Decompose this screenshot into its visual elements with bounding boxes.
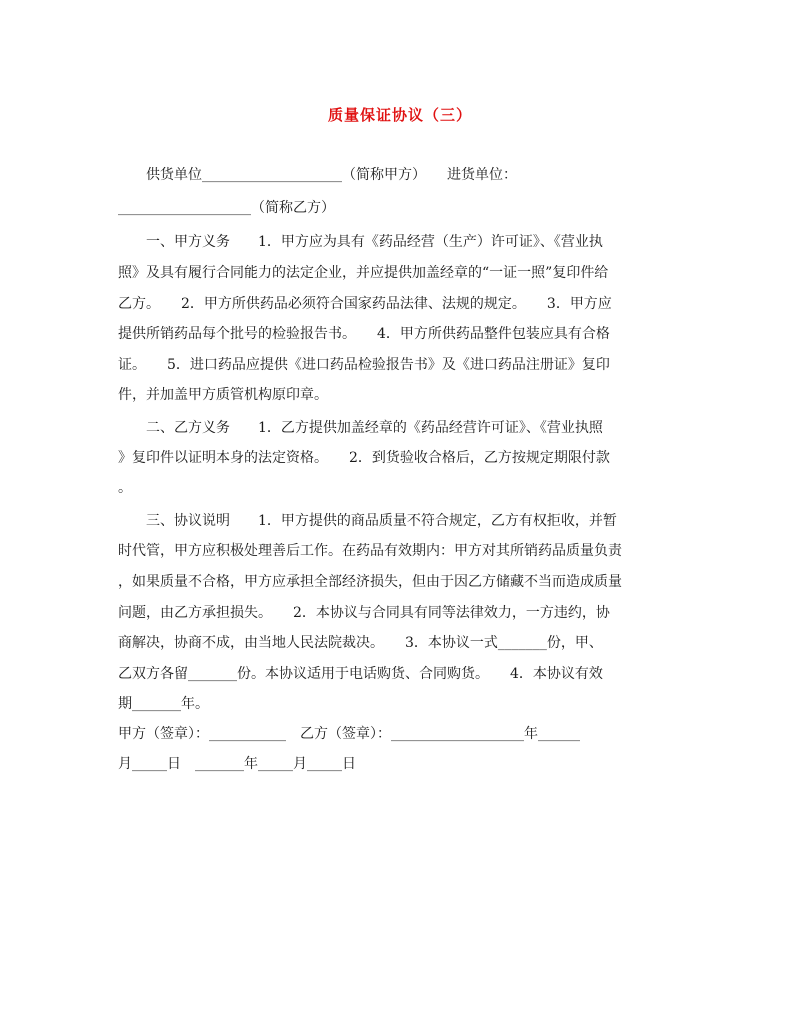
text-line: 乙方。 2．甲方所供药品必须符合国家药品法律、法规的规定。 3．甲方应 — [118, 296, 612, 312]
document-title: 质量保证协议（三） — [327, 106, 472, 124]
text-line: 照》及具有履行合同能力的法定企业，并应提供加盖经章的“一证一照”复印件给 — [118, 265, 609, 281]
text-line: 商解决，协商不成，由当地人民法院裁决。 3．本协议一式_______份，甲、 — [118, 635, 603, 651]
signature-line: 甲方（签章）：___________ 乙方（签章）：___________________年______ — [118, 726, 580, 742]
text-line: 。 — [118, 480, 132, 496]
text-line: 三、协议说明 1．甲方提供的商品质量不符合规定，乙方有权拒收，并暂 — [118, 513, 617, 529]
text-line: 期_______年。 — [118, 696, 209, 712]
text-line: 供货单位____________________（简称甲方） 进货单位： — [118, 167, 517, 183]
text-line: 证。 5．进口药品应提供《进口药品检验报告书》及《进口药品注册证》复印 — [118, 357, 610, 373]
text-line: 提供所销药品每个批号的检验报告书。 4．甲方所供药品整件包装应具有合格 — [118, 326, 610, 342]
text-line: 件，并加盖甲方质管机构原印章。 — [118, 387, 328, 403]
text-line: 问题，由乙方承担损失。 2．本协议与合同具有同等法律效力，一方违约，协 — [118, 605, 610, 621]
text-line: 二、乙方义务 1．乙方提供加盖经章的《药品经营许可证》、《营业执照 — [118, 420, 603, 436]
text-line: ，如果质量不合格，甲方应承担全部经济损失，但由于因乙方储藏不当而造成质量 — [118, 574, 622, 590]
date-line: 月_____日 _______年_____月_____日 — [118, 756, 356, 772]
text-line: 乙双方各留_______份。本协议适用于电话购货、合同购货。 4．本协议有效 — [118, 666, 603, 682]
text-line: 一、甲方义务 1．甲方应为具有《药品经营（生产）许可证》、《营业执 — [118, 234, 603, 250]
text-line: 时代管，甲方应积极处理善后工作。在药品有效期内：甲方对其所销药品质量负责 — [118, 543, 622, 559]
text-line: ___________________（简称乙方） — [118, 200, 335, 216]
text-line: 》复印件以证明本身的法定资格。 2．到货验收合格后，乙方按规定期限付款 — [118, 450, 610, 466]
